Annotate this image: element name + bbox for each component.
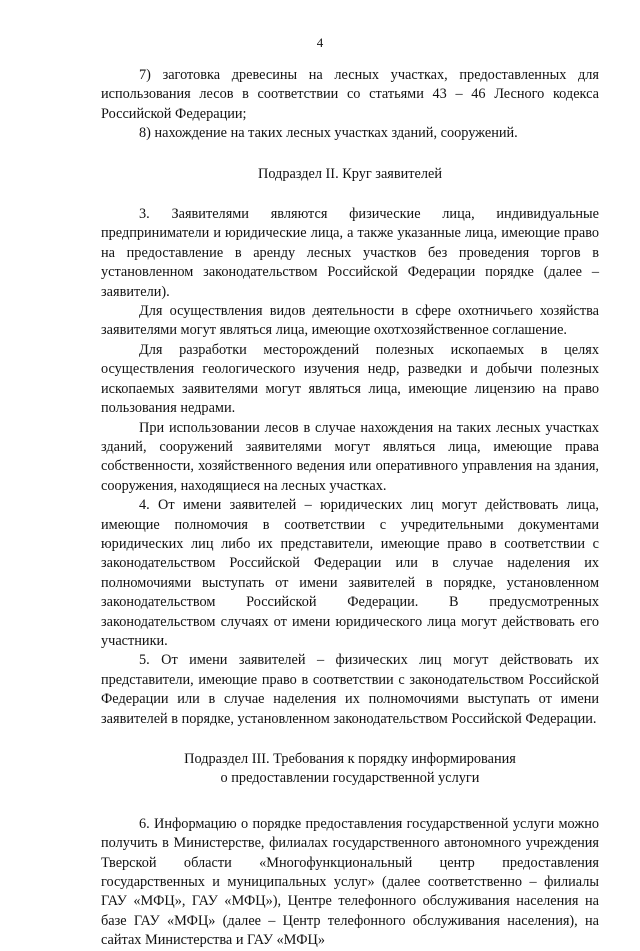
section-heading-informing-line2: о предоставлении государственной услуги — [220, 770, 480, 787]
paragraph-5: 5. От имени заявителей – физических лиц могут действовать их представители, имеющие право в соответствии с законодательством Российской Федерации или в случае наделения их полномочиями выступать от имени заявителей в порядке, установленном законодательством Российской Федерации. — [101, 652, 599, 727]
document-body — [101, 66, 599, 951]
section-heading-applicants: Подраздел II. Круг заявителей — [258, 165, 442, 182]
paragraph-hunting: Для осуществления видов деятельности в сфере охотничьего хозяйства заявителями могут являться лица, имеющие охотхозяйственное соглашение. — [101, 303, 599, 339]
paragraph-mining: Для разработки месторождений полезных ископаемых в целях осуществления геологического изучения недр, разведки и добычи полезных ископаемых заявителями могут являться лица, имеющие лицензию на право пользования недрами. — [101, 341, 599, 417]
paragraph-6: 6. Информацию о порядке предоставления государственной услуги можно получить в Министерстве, филиалах государственного автономного учреждения Тверской области «Многофункциональный центр предоставления государственных и муниципальных услуг» (далее соответственно – филиалы ГАУ «МФЦ», ГАУ «МФЦ»), Центре телефонного обслуживания населения на базе ГАУ «МФЦ» (далее – Центр телефонного обслуживания населения), на сайтах Министерства и ГАУ «МФЦ» — [101, 815, 599, 949]
paragraph-4: 4. От имени заявителей – юридических лиц могут действовать лица, имеющие полномочия в соответствии с учредительными документами юридических лиц либо их представители, имеющие право в соответствии с законодательством Российской Федерации или в случае наделения их полномочиями выступать от имени заявителей в порядке, установленном законодательством Российской Федерации. В предусмотренных законодательством случаях от имени юридического лица могут действовать его участники. — [101, 497, 599, 649]
list-item-7: 7) заготовка древесины на лесных участках, предоставленных для использования лесов в соответствии со статьями 43 – 46 Лесного кодекса Российской Федерации; — [101, 67, 599, 122]
paragraph-buildings: При использовании лесов в случае нахождения на таких лесных участках зданий, сооружений заявителями могут являться лица, имеющие права собственности, хозяйственного ведения или оперативного управления на здания, сооружения, находящиеся на лесных участках. — [101, 419, 599, 494]
list-item-8: 8) нахождение на таких лесных участках зданий, сооружений. — [139, 125, 518, 142]
page-number: 4 — [316, 35, 324, 50]
paragraph-3: 3. Заявителями являются физические лица, индивидуальные предприниматели и юридические лица, а также указанные лица, имеющие право на предоставление в аренду лесных участков без проведения торгов в установленном законодательством Российской Федерации порядке (далее – заявители). — [101, 206, 599, 300]
section-heading-informing-line1: Подраздел III. Требования к порядку информирования — [184, 751, 516, 767]
